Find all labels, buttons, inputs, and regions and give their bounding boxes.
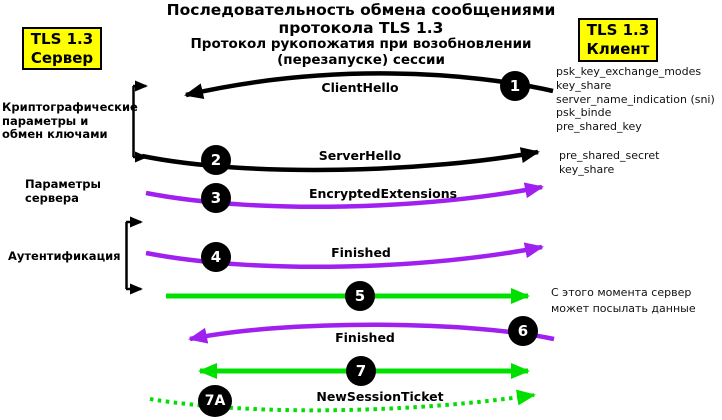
client-box-line-1: TLS 1.3 bbox=[586, 21, 650, 39]
serverhello-params-list bbox=[559, 149, 659, 177]
param-key-share: key_share bbox=[556, 78, 612, 92]
step-badge-7: 7 bbox=[346, 356, 376, 386]
server-box-line-2: Сервер bbox=[30, 49, 94, 67]
clienthello-label: ClientHello bbox=[321, 80, 399, 95]
crypto-params-label bbox=[2, 101, 138, 142]
subtitle-line-2: (перезапуске) сессии bbox=[277, 51, 445, 68]
client-actor-box bbox=[578, 18, 658, 62]
authentication-text: Аутентификация bbox=[8, 249, 121, 263]
title-line-2: протокола TLS 1.3 bbox=[278, 18, 444, 37]
appdata-note-line-1: С этого момента сервер bbox=[551, 286, 692, 299]
step-badge-3: 3 bbox=[201, 183, 231, 213]
step-badge-6: 6 bbox=[508, 316, 538, 346]
server-params-line-2: сервера bbox=[25, 190, 79, 205]
server-box-line-1: TLS 1.3 bbox=[30, 30, 94, 48]
appdata-note-line-2: может посылать данные bbox=[551, 301, 696, 315]
newsessionticket-label: NewSessionTicket bbox=[316, 389, 444, 404]
param-psk-key-exchange-modes: psk_key_exchange_modes bbox=[556, 65, 702, 78]
authentication-label bbox=[8, 250, 121, 264]
param-psk-binde: psk_binde bbox=[556, 106, 612, 120]
step-badge-1: 1 bbox=[500, 71, 530, 101]
crypto-params-line-3: обмен ключами bbox=[2, 127, 108, 141]
title-line-1: Последовательность обмена сообщениями bbox=[166, 1, 556, 19]
finished-server-label: Finished bbox=[331, 245, 391, 260]
subtitle-line-1: Протокол рукопожатия при возобновлении bbox=[190, 36, 532, 52]
clienthello-params-list bbox=[556, 65, 715, 134]
param-key-share-2: key_share bbox=[559, 162, 615, 176]
server-actor-box bbox=[22, 27, 102, 70]
diagram-title bbox=[111, 2, 611, 68]
step-badge-4: 4 bbox=[201, 242, 231, 272]
encryptedextensions-label: EncryptedExtensions bbox=[308, 186, 458, 201]
server-params-line-1: Параметры bbox=[25, 177, 101, 191]
step-badge-2: 2 bbox=[201, 145, 231, 175]
param-pre-shared-key: pre_shared_key bbox=[556, 120, 642, 134]
server-params-label bbox=[25, 178, 101, 205]
finished-client-label: Finished bbox=[335, 330, 395, 345]
crypto-params-line-2: параметры и bbox=[2, 113, 89, 128]
param-pre-shared-secret: pre_shared_secret bbox=[559, 149, 660, 162]
serverhello-label: ServerHello bbox=[318, 148, 402, 163]
step-badge-5: 5 bbox=[345, 281, 375, 311]
step-badge-7a: 7A bbox=[198, 385, 232, 417]
appdata-note bbox=[551, 285, 696, 316]
client-box-line-2: Клиент bbox=[586, 40, 650, 58]
param-server-name-indication: server_name_indication (sni) bbox=[556, 92, 715, 106]
crypto-params-line-1: Криптографические bbox=[2, 100, 138, 114]
